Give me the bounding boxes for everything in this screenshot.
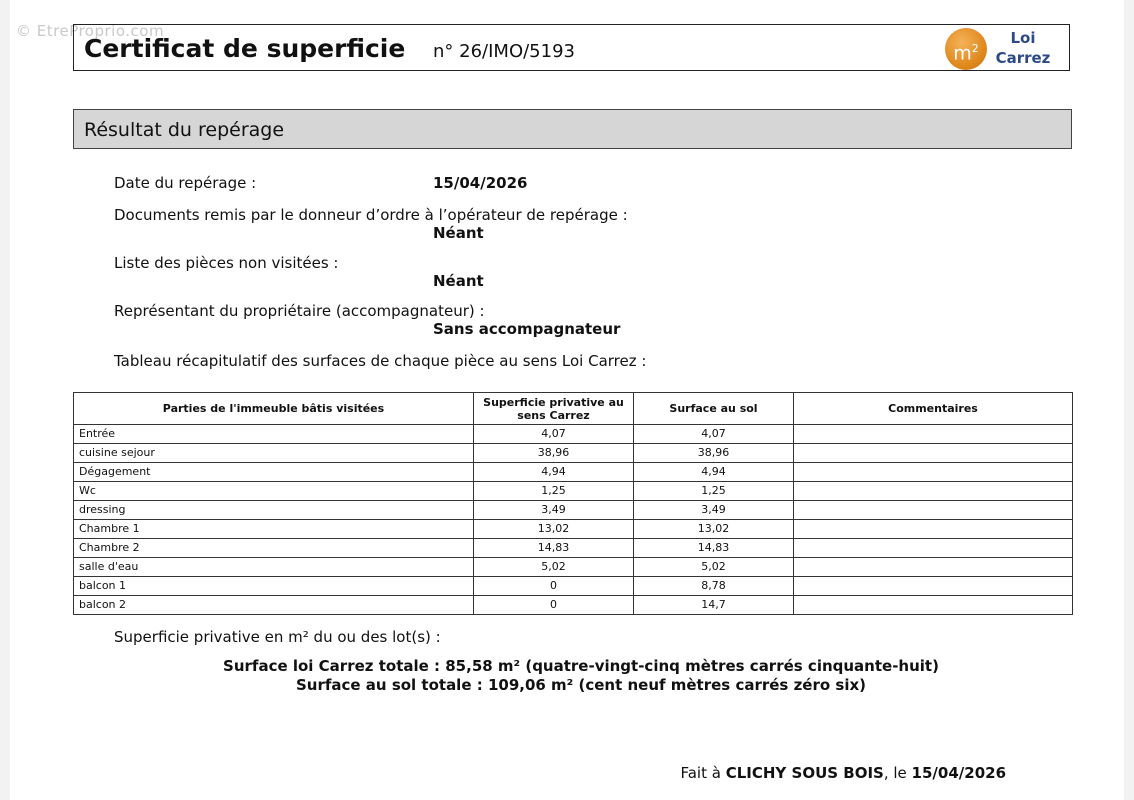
table-row — [74, 596, 1073, 615]
floor-total: Surface au sol totale : 109,06 m² (cent neuf mètres carrés zéro six) — [295, 676, 866, 694]
carrez-value: 13,02 — [474, 520, 634, 539]
document-title: Certificat de superficie — [84, 34, 406, 63]
documents-label: Documents remis par le donneur d’ordre à l’opérateur de repérage : — [114, 206, 628, 224]
logo-badge-sup: 2 — [971, 42, 979, 55]
carrez-value: 3,49 — [474, 501, 634, 520]
comment — [794, 444, 1073, 463]
private-surface-label: Superficie privative en m² du ou des lot(s) : — [114, 628, 441, 646]
table-row — [74, 539, 1073, 558]
comment — [794, 425, 1073, 444]
room-name: Entrée — [74, 425, 474, 444]
floor-value: 8,78 — [634, 577, 794, 596]
floor-value: 5,02 — [634, 558, 794, 577]
room-name: cuisine sejour — [74, 444, 474, 463]
carrez-value: 0 — [474, 577, 634, 596]
carrez-value: 38,96 — [474, 444, 634, 463]
representative-label: Représentant du propriétaire (accompagnateur) : — [114, 302, 485, 320]
table-row — [74, 444, 1073, 463]
floor-value: 14,83 — [634, 539, 794, 558]
date-value: 15/04/2026 — [433, 174, 528, 192]
table-header-row — [74, 393, 1073, 425]
header-parts: Parties de l'immeuble bâtis visitées — [74, 393, 474, 425]
surface-table — [73, 392, 1073, 615]
footer-prefix: Fait à — [680, 764, 726, 782]
title-box — [73, 24, 1070, 71]
header-carrez: Superficie privative au sens Carrez — [474, 393, 634, 425]
room-name: Dégagement — [74, 463, 474, 482]
carrez-total: Surface loi Carrez totale : 85,58 m² (quatre-vingt-cinq mètres carrés cinquante-huit) — [223, 657, 939, 675]
table-row — [74, 558, 1073, 577]
room-name: dressing — [74, 501, 474, 520]
date-label: Date du repérage : — [114, 174, 257, 192]
room-name: balcon 2 — [74, 596, 474, 615]
section-header — [73, 109, 1072, 149]
comment — [794, 463, 1073, 482]
carrez-value: 1,25 — [474, 482, 634, 501]
floor-value: 3,49 — [634, 501, 794, 520]
header-comments: Commentaires — [794, 393, 1073, 425]
logo-line2: Carrez — [995, 49, 1051, 67]
carrez-value: 5,02 — [474, 558, 634, 577]
table-row — [74, 577, 1073, 596]
footer-city: CLICHY SOUS BOIS — [725, 764, 884, 782]
comment — [794, 577, 1073, 596]
comment — [794, 520, 1073, 539]
representative-value: Sans accompagnateur — [433, 320, 621, 338]
signature-line — [680, 764, 1006, 782]
rooms-not-visited-label: Liste des pièces non visitées : — [114, 254, 339, 272]
carrez-value: 0 — [474, 596, 634, 615]
table-row — [74, 501, 1073, 520]
logo-line1: Loi — [1010, 29, 1036, 47]
floor-value: 1,25 — [634, 482, 794, 501]
carrez-value: 14,83 — [474, 539, 634, 558]
table-row — [74, 482, 1073, 501]
documents-value: Néant — [433, 224, 484, 242]
comment — [794, 596, 1073, 615]
comment — [794, 558, 1073, 577]
rooms-not-visited-value: Néant — [433, 272, 484, 290]
comment — [794, 539, 1073, 558]
floor-value: 4,07 — [634, 425, 794, 444]
logo-text — [992, 28, 1054, 68]
summary-table-label: Tableau récapitulatif des surfaces de chaque pièce au sens Loi Carrez : — [114, 352, 647, 370]
room-name: Wc — [74, 482, 474, 501]
floor-value: 14,7 — [634, 596, 794, 615]
room-name: Chambre 2 — [74, 539, 474, 558]
room-name: salle d'eau — [74, 558, 474, 577]
section-title: Résultat du repérage — [84, 119, 285, 141]
floor-value: 4,94 — [634, 463, 794, 482]
comment — [794, 482, 1073, 501]
footer-middle: , le — [883, 764, 912, 782]
m2-logo-icon — [945, 28, 987, 70]
comment — [794, 501, 1073, 520]
floor-value: 13,02 — [634, 520, 794, 539]
logo-badge-text: m — [953, 42, 972, 65]
room-name: balcon 1 — [74, 577, 474, 596]
table-row — [74, 425, 1073, 444]
header-floor-surface: Surface au sol — [634, 393, 794, 425]
certificate-number: n° 26/IMO/5193 — [433, 41, 575, 62]
carrez-value: 4,07 — [474, 425, 634, 444]
room-name: Chambre 1 — [74, 520, 474, 539]
floor-value: 38,96 — [634, 444, 794, 463]
watermark: © EtreProprio.com — [16, 22, 165, 40]
table-row — [74, 520, 1073, 539]
footer-date: 15/04/2026 — [911, 764, 1006, 782]
table-row — [74, 463, 1073, 482]
carrez-value: 4,94 — [474, 463, 634, 482]
